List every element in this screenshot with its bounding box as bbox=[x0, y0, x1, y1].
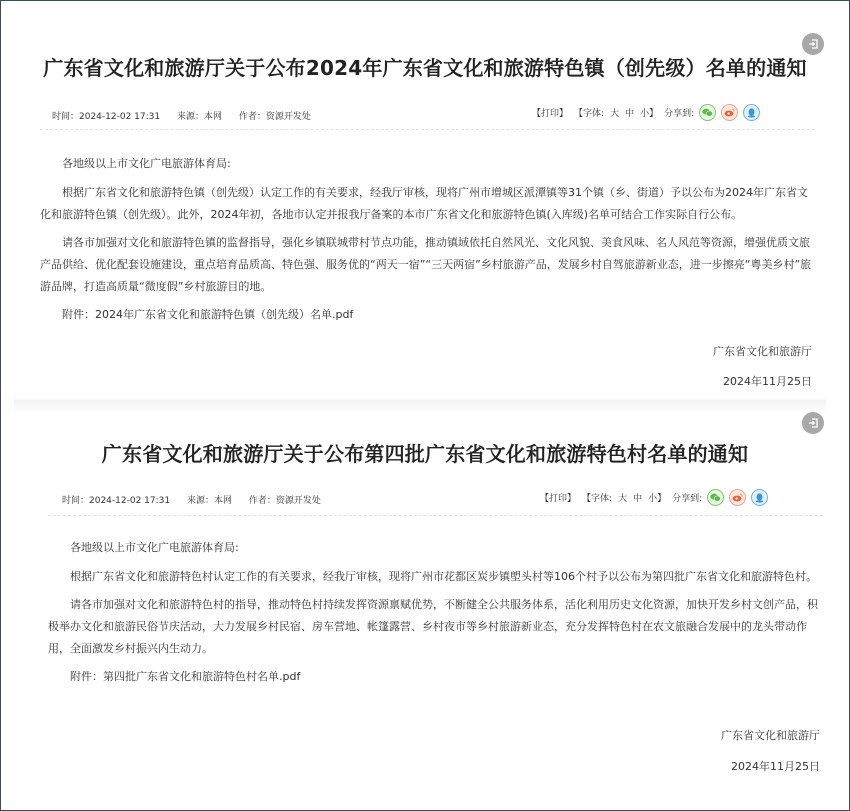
font-size-close: 】 bbox=[657, 494, 667, 504]
notice-title: 广东省文化和旅游厅关于公布2024年广东省文化和旅游特色镇（创先级）名单的通知 bbox=[43, 56, 807, 80]
qq-share-icon[interactable] bbox=[743, 104, 760, 121]
attachment-link[interactable]: 附件：第四批广东省文化和旅游特色村名单.pdf bbox=[70, 670, 301, 683]
issuing-organization: 广东省文化和旅游厅 bbox=[713, 345, 812, 358]
paragraph: 请各市加强对文化和旅游特色镇的监督指导，强化乡镇联城带村节点功能，推动镇域依托自然风光、文化风貌、美食风味、名人风范等资源，增强优质文旅产品供给、优化配套设施建设，重点培育品质高、特色强、服务优的“两天一宿”“三天两宿”乡村旅游产品，发展乡村自驾旅游新业态，进一步擦亮“粤美乡村”旅游品牌，打造高质量“微度假”乡村旅游目的地。 bbox=[40, 236, 812, 293]
issuing-organization: 广东省文化和旅游厅 bbox=[721, 729, 820, 742]
paragraph: 请各市加强对文化和旅游特色村的指导，推动特色村持续发挥资源禀赋优势，不断健全公共服务体系，活化利用历史文化资源，加快开发乡村文创产品，积极举办文化和旅游民俗节庆活动，大力发展乡村民宿、房车营地、帐篷露营、乡村夜市等乡村旅游新业态，充分发挥特色村在农文旅融合发展中的龙头带动作用，全面激发乡村振兴内生动力。 bbox=[48, 598, 818, 655]
source: 来源：本网 bbox=[176, 112, 222, 122]
paragraph: 根据广东省文化和旅游特色村认定工作的有关要求，经我厅审核，现将广州市花都区炭步镇塱头村等106个村予以公布为第四批广东省文化和旅游特色村。 bbox=[70, 570, 817, 583]
publish-time: 时间：2024-12-02 17:31 bbox=[52, 112, 161, 122]
source: 来源：本网 bbox=[186, 496, 232, 506]
font-size-label: 【字体: bbox=[574, 109, 605, 119]
section-top-band bbox=[14, 400, 826, 414]
font-small-link[interactable]: 小 bbox=[640, 109, 650, 119]
greeting: 各地级以上市文化广电旅游体育局: bbox=[70, 541, 239, 554]
print-link[interactable]: 【打印】 bbox=[540, 494, 577, 504]
divider bbox=[40, 129, 815, 130]
publish-time: 时间：2024-12-02 17:31 bbox=[62, 496, 171, 506]
greeting: 各地级以上市文化广电旅游体育局: bbox=[62, 157, 231, 170]
divider bbox=[48, 515, 823, 516]
qq-share-icon[interactable] bbox=[751, 489, 768, 506]
notice-body bbox=[48, 537, 823, 694]
notice-title: 广东省文化和旅游厅关于公布第四批广东省文化和旅游特色村名单的通知 bbox=[101, 442, 749, 466]
font-size-label: 【字体: bbox=[582, 494, 613, 504]
paragraph: 根据广东省文化和旅游特色镇（创先级）认定工作的有关要求，经我厅审核，现将广州市增城区派潭镇等31个镇（乡、街道）予以公布为2024年广东省文化和旅游特色镇（创先级）。此外，2024年初，各地市认定并报我厅备案的本市广东省文化和旅游特色镇(入库级)名单可结合工作实际自行公布。 bbox=[40, 186, 808, 221]
exit-icon[interactable] bbox=[802, 412, 824, 434]
font-small-link[interactable]: 小 bbox=[648, 494, 658, 504]
article-tools bbox=[540, 489, 768, 506]
issue-date: 2024年11月25日 bbox=[731, 760, 820, 773]
article-tools bbox=[532, 104, 760, 121]
wechat-share-icon[interactable] bbox=[707, 489, 724, 506]
weibo-share-icon[interactable] bbox=[729, 489, 746, 506]
weibo-share-icon[interactable] bbox=[721, 104, 738, 121]
font-medium-link[interactable]: 中 bbox=[633, 494, 643, 504]
issue-date: 2024年11月25日 bbox=[723, 375, 812, 388]
share-label: 分享到: bbox=[672, 494, 703, 504]
notice-body bbox=[40, 153, 815, 332]
font-medium-link[interactable]: 中 bbox=[625, 109, 635, 119]
wechat-share-icon[interactable] bbox=[699, 104, 716, 121]
author: 作者：资源开发处 bbox=[238, 112, 311, 122]
meta-info bbox=[52, 109, 325, 122]
print-link[interactable]: 【打印】 bbox=[532, 109, 569, 119]
font-large-link[interactable]: 大 bbox=[618, 494, 628, 504]
notice-2 bbox=[0, 400, 850, 811]
author: 作者：资源开发处 bbox=[248, 496, 321, 506]
share-label: 分享到: bbox=[664, 109, 695, 119]
notice-1 bbox=[0, 0, 850, 400]
font-size-close: 】 bbox=[649, 109, 659, 119]
meta-info bbox=[62, 493, 335, 506]
attachment-link[interactable]: 附件：2024年广东省文化和旅游特色镇（创先级）名单.pdf bbox=[62, 308, 354, 321]
font-large-link[interactable]: 大 bbox=[610, 109, 620, 119]
